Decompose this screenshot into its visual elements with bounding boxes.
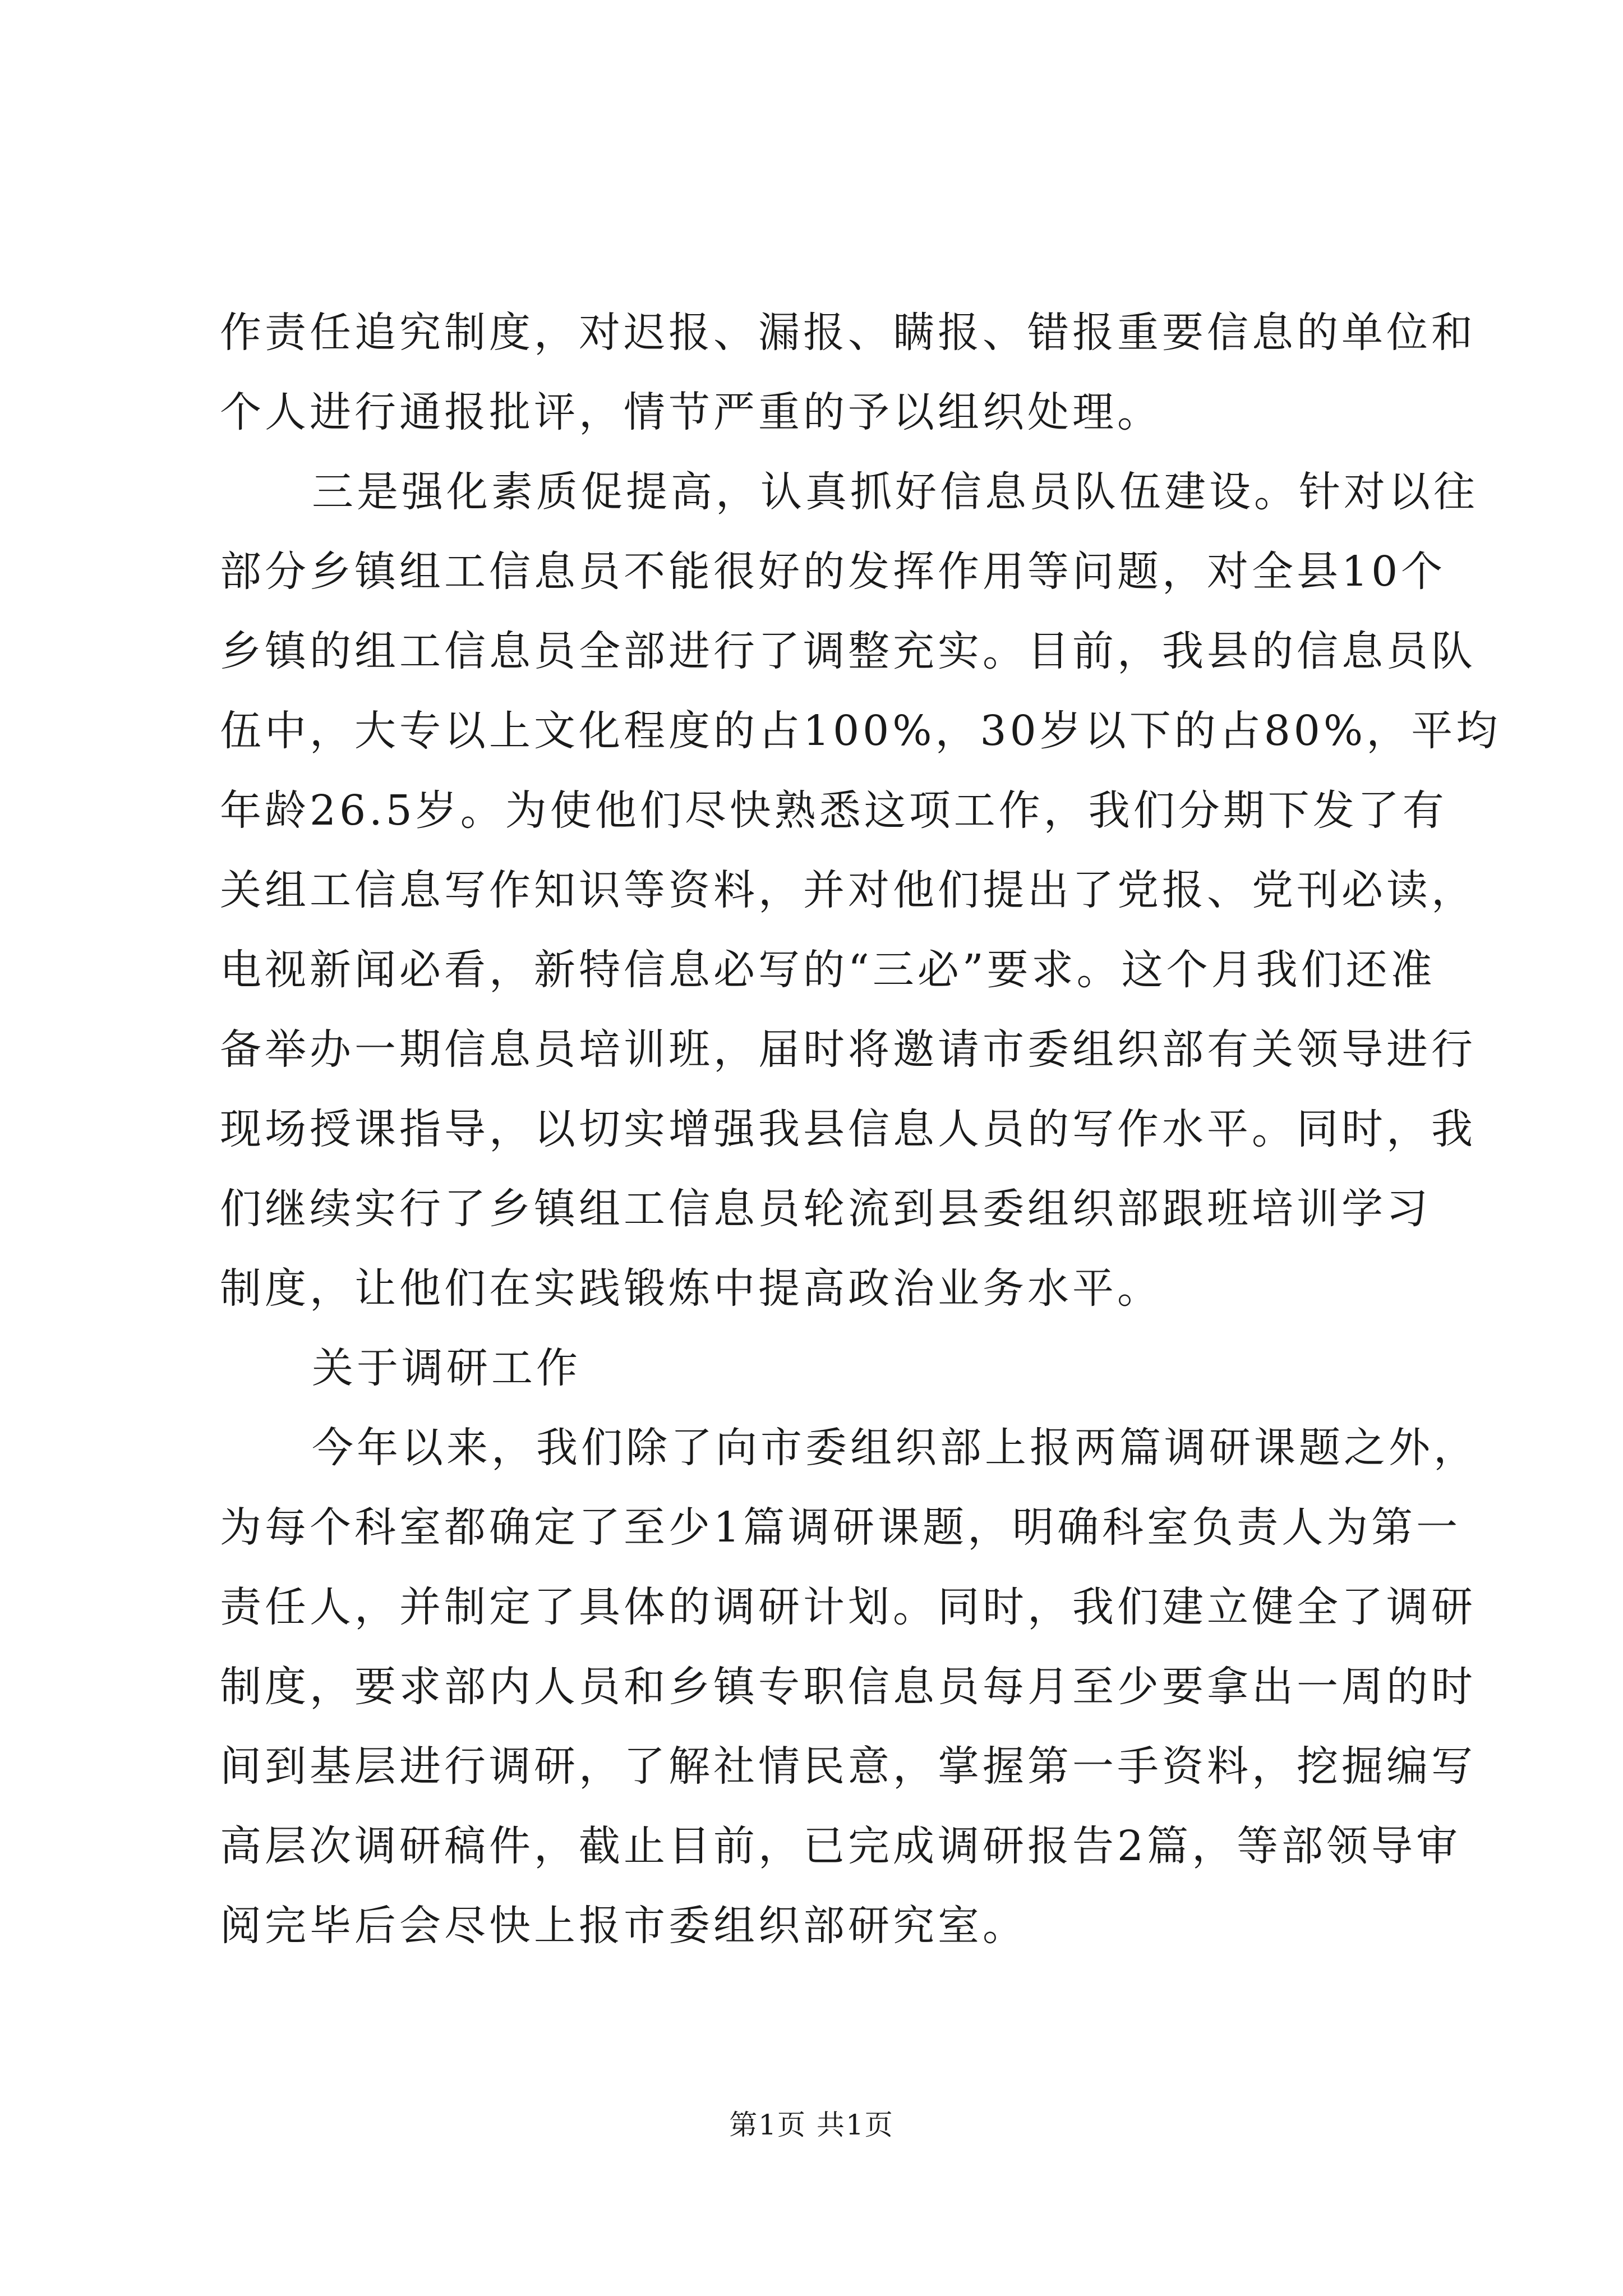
text-line: 责任人，并制定了具体的调研计划。同时，我们建立健全了调研 — [220, 1583, 1476, 1631]
text-line: 制度，要求部内人员和乡镇专职信息员每月至少要拿出一周的时 — [220, 1663, 1476, 1711]
text-line: 个人进行通报批评，情节严重的予以组织处理。 — [220, 388, 1162, 436]
text-line: 伍中，大专以上文化程度的占100%，30岁以下的占80%，平均 — [220, 707, 1501, 755]
text-line: 们继续实行了乡镇组工信息员轮流到县委组织部跟班培训学习 — [220, 1185, 1431, 1233]
paragraph-start-line: 今年以来，我们除了向市委组织部上报两篇调研课题之外， — [312, 1424, 1478, 1472]
text-line: 阅完毕后会尽快上报市委组织部研究室。 — [220, 1902, 1027, 1950]
document-body — [220, 293, 1501, 1966]
paragraph-start-line: 三是强化素质促提高，认真抓好信息员队伍建设。针对以往 — [312, 468, 1478, 516]
text-line: 高层次调研稿件，截止目前，已完成调研报告2篇，等部领导审 — [220, 1822, 1461, 1870]
text-line: 电视新闻必看，新特信息必写的“三必”要求。这个月我们还准 — [220, 946, 1436, 994]
text-line: 部分乡镇组工信息员不能很好的发挥作用等问题，对全县10个 — [220, 547, 1446, 596]
text-line: 为每个科室都确定了至少1篇调研课题，明确科室负责人为第一 — [220, 1503, 1461, 1552]
text-line: 备举办一期信息员培训班，届时将邀请市委组织部有关领导进行 — [220, 1025, 1476, 1074]
page-footer — [0, 2102, 1623, 2143]
text-line: 年龄26.5岁。为使他们尽快熟悉这项工作，我们分期下发了有 — [220, 786, 1447, 835]
text-line: 间到基层进行调研，了解社情民意，掌握第一手资料，挖掘编写 — [220, 1742, 1476, 1791]
section-heading: 关于调研工作 — [312, 1344, 581, 1392]
text-line: 关组工信息写作知识等资料，并对他们提出了党报、党刊必读， — [220, 866, 1476, 914]
page-number-label: 第1页 共1页 — [729, 2109, 894, 2141]
text-line: 现场授课指导，以切实增强我县信息人员的写作水平。同时，我 — [220, 1105, 1476, 1153]
text-line: 乡镇的组工信息员全部进行了调整充实。目前，我县的信息员队 — [220, 627, 1476, 675]
text-line: 制度，让他们在实践锻炼中提高政治业务水平。 — [220, 1264, 1162, 1313]
text-line: 作责任追究制度，对迟报、漏报、瞒报、错报重要信息的单位和 — [220, 309, 1476, 357]
